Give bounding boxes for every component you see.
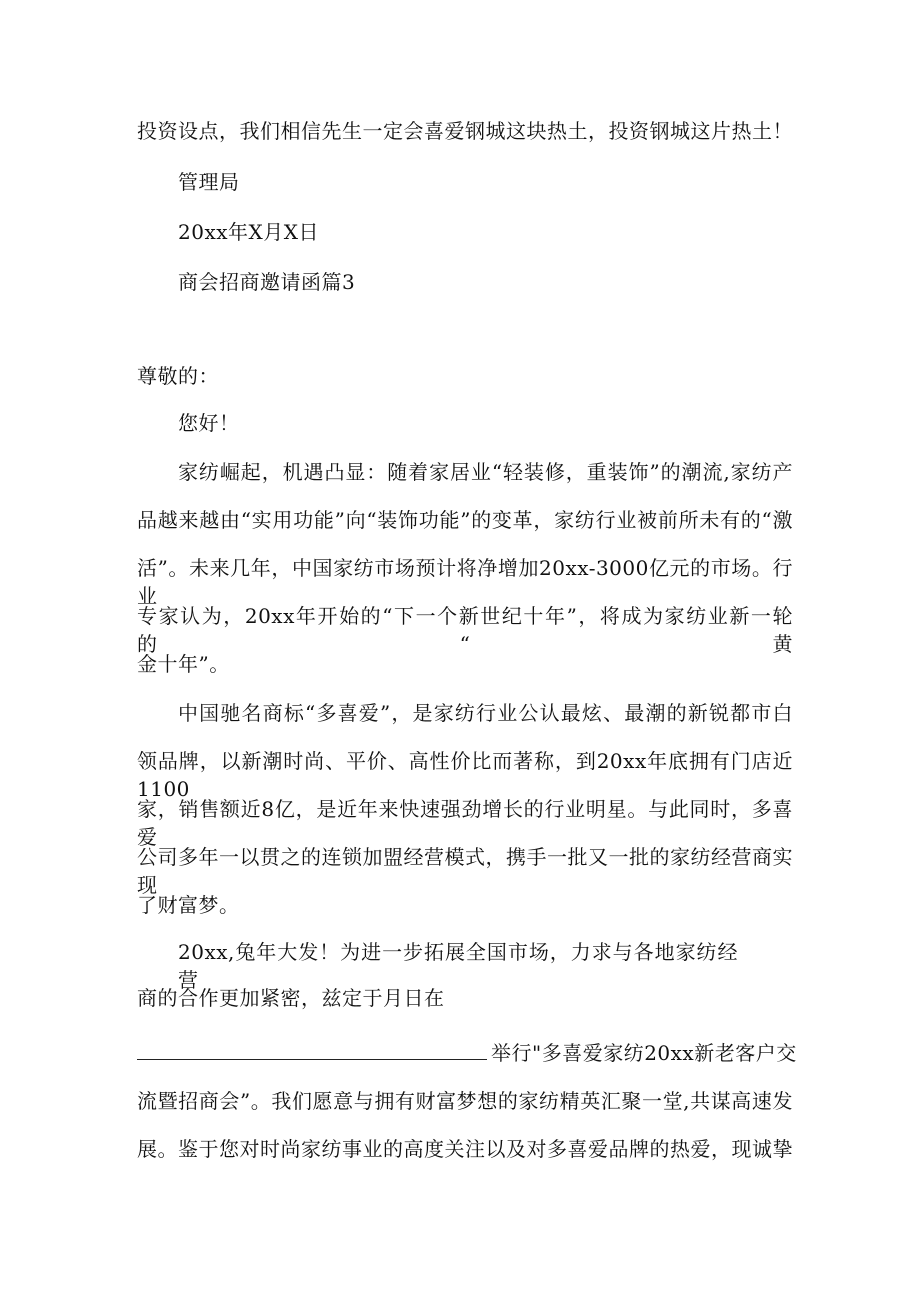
greeting: 您好！ — [178, 411, 240, 435]
paragraph-line: 公司多年一以贯之的连锁加盟经营模式，携手一批又一批的家纺经营商实现 — [137, 845, 793, 897]
paragraph-line: 活”。未来几年，中国家纺市场预计将净增加20xx-3000亿元的市场。行业 — [137, 556, 793, 608]
signature-org: 管理局 — [178, 170, 240, 194]
signature-date: 20xx年X月X日 — [178, 220, 319, 244]
paragraph-line: 了财富梦。 — [137, 893, 240, 917]
text-line: 投资设点，我们相信先生一定会喜爱钢城这块热土，投资钢城这片热土！ — [137, 119, 793, 143]
paragraph-line: 展。鉴于您对时尚家纺事业的高度关注以及对多喜爱品牌的热爱，现诚挚 — [137, 1137, 793, 1161]
paragraph-line: 家，销售额近8亿，是近年来快速强劲增长的行业明星。与此同时，多喜爱 — [137, 797, 793, 849]
section-heading: 商会招商邀请函篇3 — [178, 270, 356, 294]
paragraph-line: 中国驰名商标“多喜爱”，是家纺行业公认最炫、最潮的新锐都市白 — [178, 701, 793, 725]
paragraph-line: 专家认为，20xx年开始的“下一个新世纪十年”，将成为家纺业新一轮的“黄 — [137, 604, 793, 656]
salutation: 尊敬的： — [137, 364, 219, 388]
paragraph-line: 流暨招商会”。我们愿意与拥有财富梦想的家纺精英汇聚一堂,共谋高速发 — [137, 1089, 793, 1113]
paragraph-line: 家纺崛起，机遇凸显：随着家居业“轻装修，重装饰”的潮流,家纺产 — [178, 460, 793, 484]
paragraph-line: 金十年”。 — [137, 652, 230, 676]
paragraph-line: 领品牌，以新潮时尚、平价、高性价比而著称，到20xx年底拥有门店近1100 — [137, 749, 793, 801]
paragraph-line: 品越来越由“实用功能”向“装饰功能”的变革，家纺行业被前所未有的“激 — [137, 508, 793, 532]
paragraph-line: 20xx,兔年大发！为进一步拓展全国市场，力求与各地家纺经营 — [178, 940, 738, 992]
paragraph-fragment: 举行"多喜爱家纺20xx新老客户交 — [491, 1041, 797, 1065]
paragraph-line: 商的合作更加紧密，兹定于月日在 — [137, 986, 445, 1010]
paragraph-line — [137, 1039, 797, 1067]
fill-in-blank — [137, 1039, 487, 1060]
